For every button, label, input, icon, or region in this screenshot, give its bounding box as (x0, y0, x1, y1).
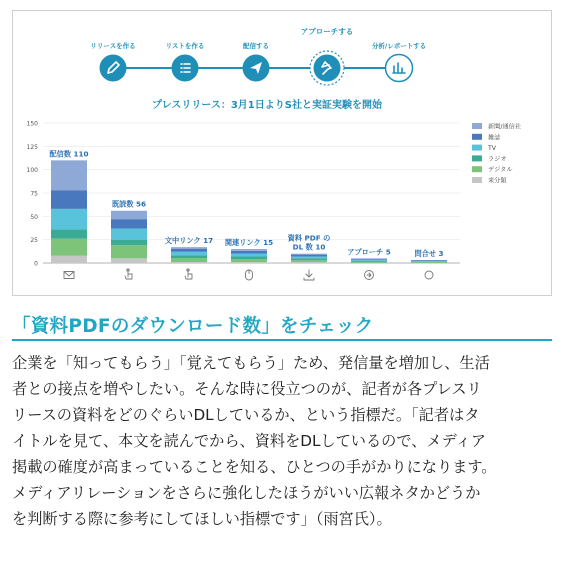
article-body (12, 350, 554, 532)
bar-segment (51, 256, 87, 263)
bar-value-label: 問合せ 3 (414, 249, 444, 259)
bar-segment (51, 229, 87, 238)
y-tick-label: 25 (30, 237, 38, 245)
bar-segment (171, 258, 207, 262)
bar-value-label: DL 数 10 (292, 242, 326, 252)
mouse-icon (246, 270, 253, 280)
workflow-step (301, 26, 354, 85)
step-circle (100, 55, 127, 82)
legend-label: 新聞/通信社 (488, 123, 522, 131)
bar-segment (231, 251, 267, 254)
chart-axis-icons (64, 269, 433, 280)
article-line: メディアリレーションをさらに強化したほうがいい広報ネタかどうか (12, 484, 481, 502)
bar-segment (111, 258, 147, 263)
bar-stack (171, 247, 207, 263)
bar-stack (291, 254, 327, 263)
bar-segment (351, 260, 387, 261)
bar-segment (291, 256, 327, 258)
legend-swatch (472, 177, 482, 183)
bar-segment (111, 211, 147, 219)
headline-underline (12, 339, 552, 341)
download-icon (304, 270, 314, 280)
legend-item (472, 133, 501, 141)
bar-segment (351, 258, 387, 259)
article-line: 掲載の確度が高まっていることを知る、ひとつの手がかりになります。 (12, 458, 497, 476)
article-headline: 「資料PDFのダウンロード数」をチェック (12, 316, 374, 337)
workflow-step (371, 41, 426, 82)
bar-segment (231, 256, 267, 259)
bar-segment (351, 261, 387, 262)
workflow-step (243, 41, 270, 82)
workflow-steps (90, 26, 426, 85)
workflow-step (166, 41, 205, 82)
article-line: イトルを見て、本文を読んでから、資料をDLしているので、メディア (12, 432, 486, 450)
legend-item (472, 177, 507, 185)
bar-segment (171, 247, 207, 249)
chart-title: プレスリリース：3月1日よりS社と実証実験を開始 (152, 100, 382, 111)
chart-y-tick-labels (27, 121, 39, 268)
y-tick-label: 125 (26, 143, 38, 151)
article-line: 企業を「知ってもらう」「覚えてもらう」ため、発信量を増加し、生活 (12, 354, 490, 372)
step-label: 分析/レポートする (371, 42, 427, 50)
bar-segment (51, 209, 87, 230)
step-label: リストを作る (165, 42, 205, 50)
bar-segment (291, 262, 327, 263)
legend-item (472, 123, 521, 131)
legend-item (472, 166, 513, 174)
chart-legend (472, 123, 521, 185)
legend-label: ラジオ (488, 155, 507, 163)
bar-segment (291, 255, 327, 257)
bar-segment (111, 228, 147, 239)
step-label: アプローチする (300, 27, 354, 36)
step-label: リリースを作る (90, 42, 136, 50)
envelope-icon (64, 272, 74, 279)
bar-segment (111, 219, 147, 228)
bar-segment (171, 252, 207, 256)
bar-segment (51, 160, 87, 190)
bar-value-label: 既読数 56 (111, 199, 147, 209)
bar-segment (231, 259, 267, 262)
hand-pointer-icon (185, 269, 192, 279)
bar-segment (51, 190, 87, 209)
chart-bar-labels (49, 149, 443, 258)
approach-icon (365, 271, 374, 280)
legend-item (472, 145, 497, 153)
legend-label: デジタル (488, 166, 513, 174)
bar-value-label: 配信数 110 (49, 149, 89, 159)
legend-swatch (472, 134, 482, 140)
bar-segment (171, 262, 207, 263)
hand-pointer-icon (125, 269, 132, 279)
bar-segment (351, 259, 387, 260)
legend-label: 来分類 (488, 177, 507, 185)
bar-segment (231, 262, 267, 263)
legend-label: TV (488, 145, 497, 153)
bar-segment (411, 262, 447, 263)
bar-value-label: 関連リンク 15 (224, 238, 274, 247)
bar-value-label: 資料 PDF の (287, 233, 331, 243)
infographic-svg (13, 11, 551, 295)
bar-stack (111, 211, 147, 263)
bar-segment (51, 239, 87, 256)
bar-segment (171, 256, 207, 259)
bar-value-label: アプローチ 5 (347, 247, 391, 257)
bar-value-label: 文中リンク 17 (164, 236, 214, 246)
bar-stack (351, 258, 387, 263)
y-tick-label: 75 (30, 190, 38, 198)
bar-segment (231, 254, 267, 257)
bar-segment (291, 258, 327, 260)
legend-swatch (472, 166, 482, 172)
workflow-step (90, 41, 135, 82)
y-tick-label: 0 (34, 260, 38, 268)
bar-segment (411, 261, 447, 262)
article-line: を判断する際に参考にしてほしい指標です」（雨宮氏）。 (12, 510, 392, 528)
legend-swatch (472, 155, 482, 161)
y-tick-label: 100 (26, 167, 38, 175)
bar-segment (171, 249, 207, 252)
legend-label: 雑誌 (488, 134, 501, 142)
y-tick-label: 150 (26, 120, 38, 128)
legend-swatch (472, 145, 482, 151)
legend-swatch (472, 123, 482, 129)
infographic-panel (12, 10, 552, 296)
bar-stack (51, 160, 87, 263)
bar-segment (111, 245, 147, 258)
question-icon (425, 271, 433, 279)
legend-item (472, 155, 507, 163)
step-label: 配信する (243, 42, 269, 50)
bar-segment (231, 249, 267, 251)
bar-segment (111, 240, 147, 246)
article-line: リースの資料をどのぐらいDLしているか、という指標だ。「記者はタ (12, 406, 480, 424)
bar-segment (411, 260, 447, 261)
y-tick-label: 50 (30, 213, 38, 221)
article-line: 者との接点を増やしたい。そんな時に役立つのが、記者が各プレスリ (12, 380, 482, 398)
step-circle (386, 55, 413, 82)
bar-segment (351, 262, 387, 263)
bar-segment (291, 254, 327, 255)
step-circle (314, 55, 341, 82)
bar-stack (231, 249, 267, 263)
bar-stack (411, 260, 447, 263)
bar-segment (291, 260, 327, 262)
